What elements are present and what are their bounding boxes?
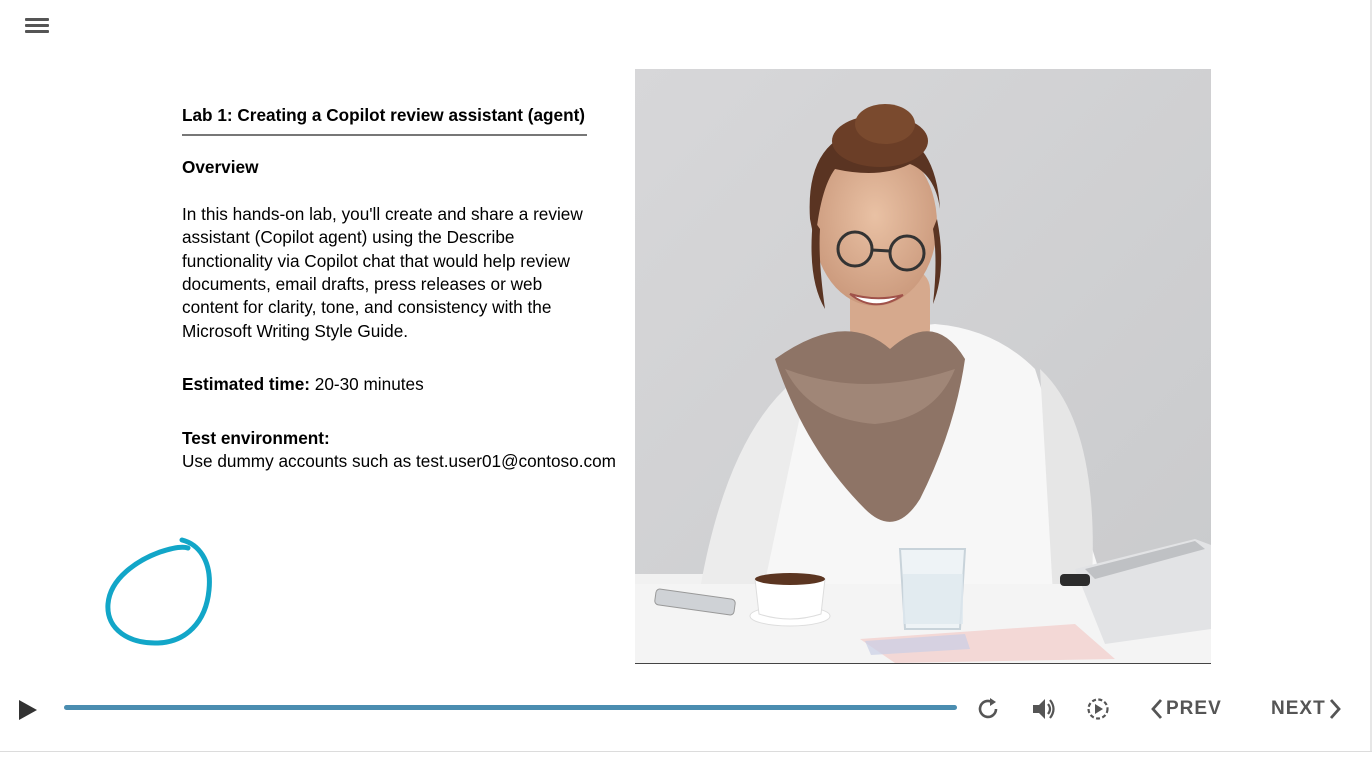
hamburger-menu-icon[interactable]: [22, 14, 52, 38]
ink-annotation-circle: [98, 530, 223, 655]
player-controls: [0, 680, 1372, 740]
overview-description: In this hands-on lab, you'll create and share a review assistant (Copilot agent) using the Describe functionality via Copilot chat that would help review documents, email drafts, press releases or web content for clarity, tone, and consistency with the Microsoft Writing Style Guide.: [182, 203, 583, 341]
seek-bar-fill: [64, 705, 957, 710]
overview-heading: Overview: [182, 157, 259, 178]
chevron-right-icon: [1326, 697, 1344, 721]
estimated-time-label: Estimated time:: [182, 374, 310, 395]
woman-at-desk-photo: [635, 69, 1211, 664]
test-environment-value: Use dummy accounts such as test.user01@contoso.com: [182, 451, 616, 472]
play-icon[interactable]: [14, 696, 42, 724]
next-button[interactable]: [1271, 694, 1344, 724]
chevron-left-icon: [1148, 697, 1166, 721]
estimated-time: [182, 373, 622, 396]
playback-speed-icon[interactable]: [1083, 694, 1113, 724]
lab-title: Lab 1: Creating a Copilot review assistant (agent): [182, 104, 587, 136]
seek-bar[interactable]: [64, 705, 957, 710]
next-label: NEXT: [1271, 698, 1326, 719]
prev-button[interactable]: [1148, 694, 1222, 724]
replay-icon[interactable]: [974, 694, 1004, 724]
prev-label: PREV: [1166, 698, 1222, 719]
estimated-time-value: 20-30 minutes: [309, 374, 424, 395]
player-divider: [0, 751, 1372, 752]
slide-text: [182, 104, 622, 473]
test-environment-label: Test environment:: [182, 427, 330, 448]
volume-icon[interactable]: [1029, 694, 1059, 724]
